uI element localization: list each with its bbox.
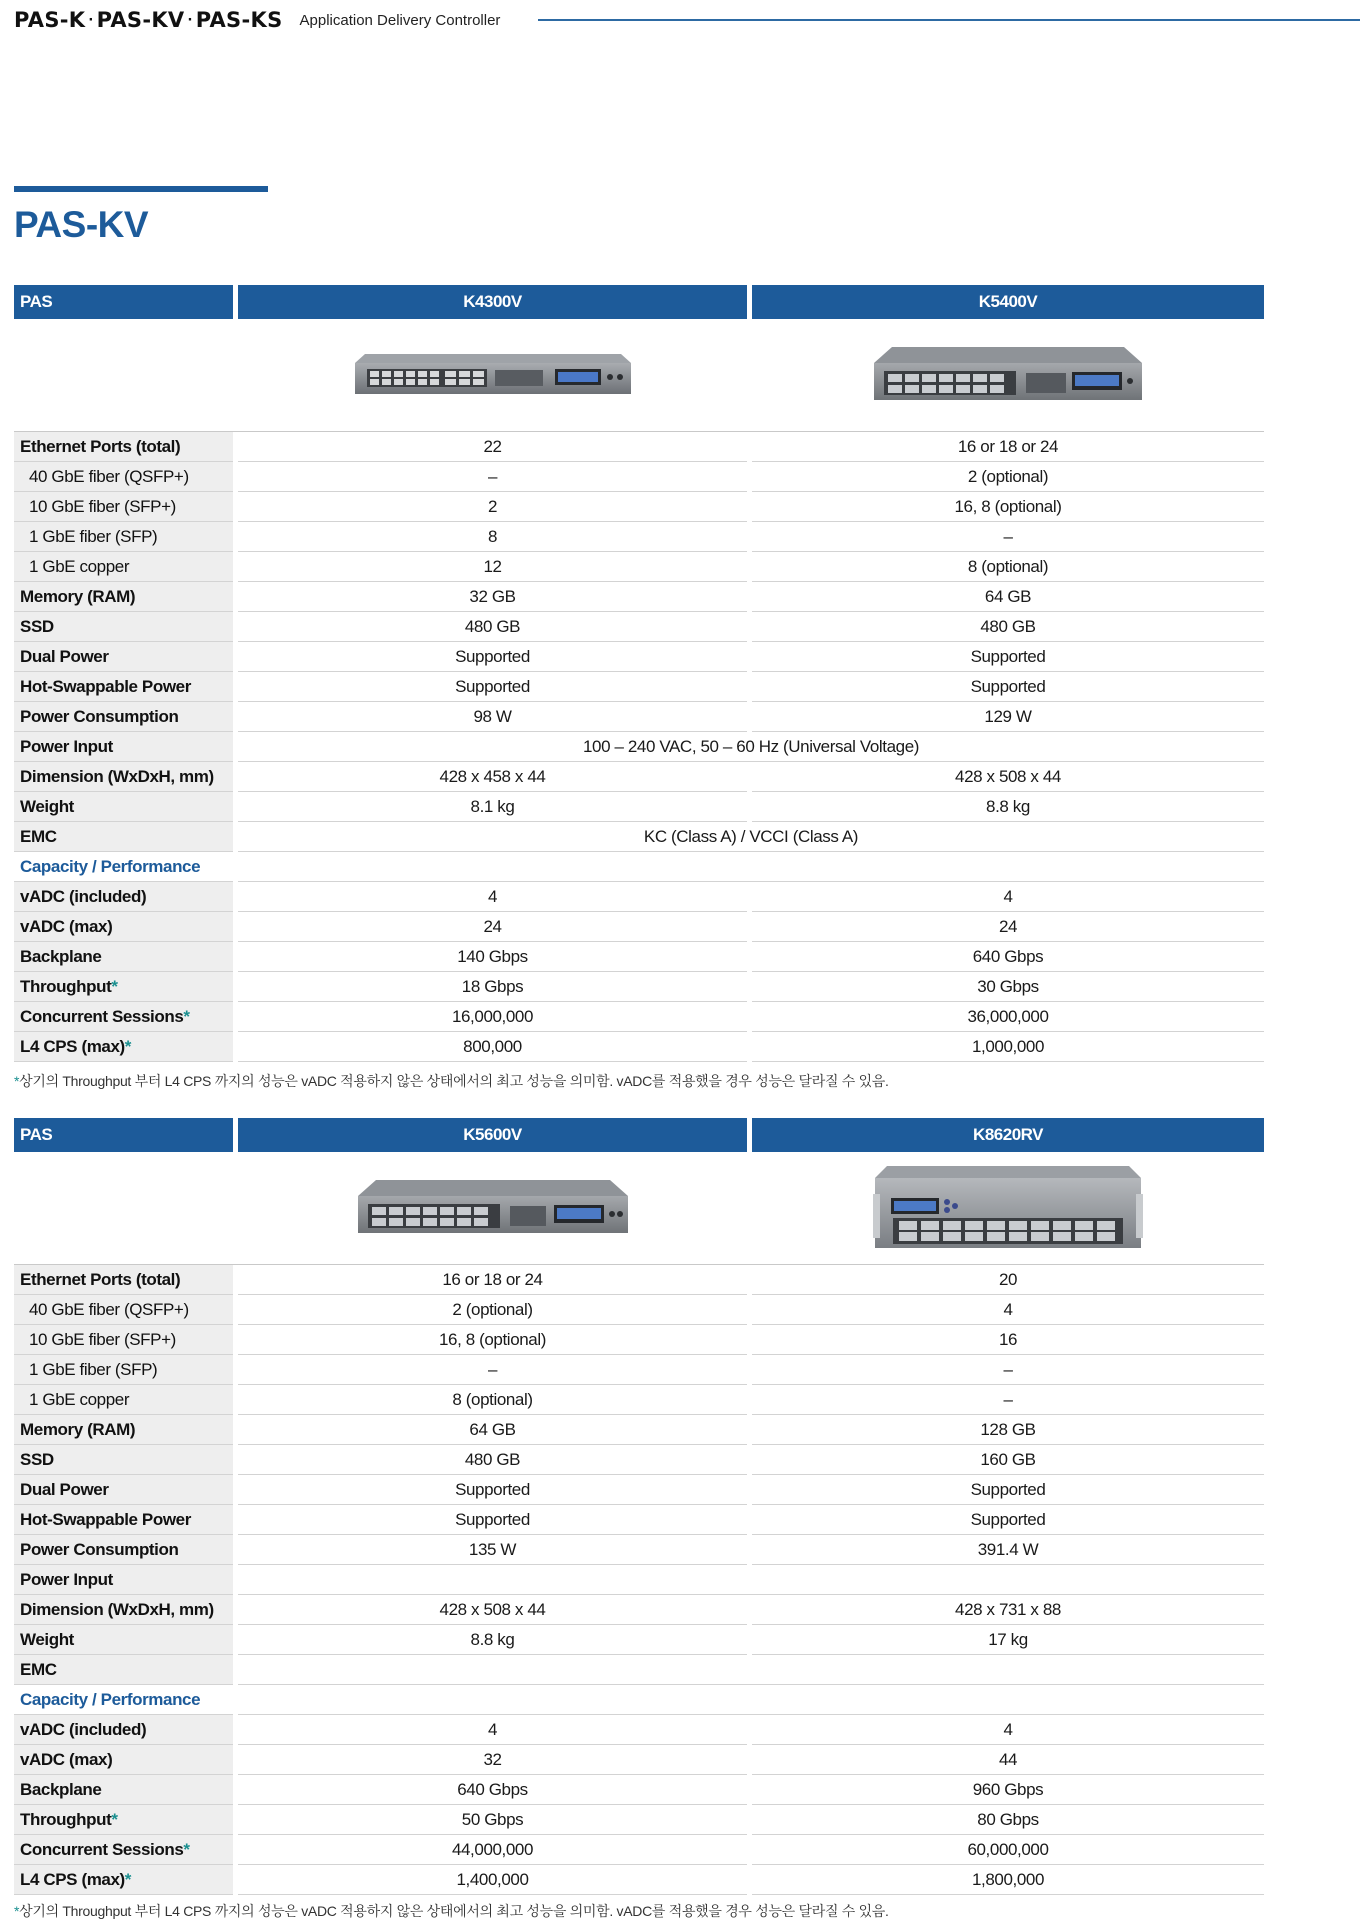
spec-label bbox=[14, 1625, 233, 1655]
spec-value: 8.8 kg bbox=[752, 792, 1264, 822]
footnote-marker: * bbox=[111, 976, 118, 996]
spec-label-text: 1 GbE copper bbox=[29, 1389, 130, 1409]
spec-label-text: vADC (max) bbox=[20, 1749, 113, 1769]
table-header-label: PAS bbox=[14, 1118, 233, 1152]
table-row bbox=[14, 882, 1264, 912]
spec-label-text: Dimension (WxDxH, mm) bbox=[20, 1599, 214, 1619]
spec-value-shared bbox=[238, 1565, 1264, 1595]
spec-value: 24 bbox=[752, 912, 1264, 942]
spec-value: 8 bbox=[238, 522, 747, 552]
spec-value: 16 or 18 or 24 bbox=[752, 432, 1264, 462]
spec-label bbox=[14, 1565, 233, 1595]
spec-label bbox=[14, 1445, 233, 1475]
spec-label bbox=[14, 762, 233, 792]
spec-label-text: Power Consumption bbox=[20, 706, 179, 726]
spec-label bbox=[14, 552, 233, 582]
spec-value: 428 x 731 x 88 bbox=[752, 1595, 1264, 1625]
spec-value: 480 GB bbox=[752, 612, 1264, 642]
spec-value: – bbox=[238, 462, 747, 492]
spec-value: Supported bbox=[238, 1505, 747, 1535]
spec-label-text: Backplane bbox=[20, 1779, 102, 1799]
spec-value-shared: KC (Class A) / VCCI (Class A) bbox=[238, 822, 1264, 852]
table-row bbox=[14, 432, 1264, 462]
spec-label bbox=[14, 1595, 233, 1625]
spec-label bbox=[14, 1385, 233, 1415]
spec-value-empty bbox=[238, 852, 1264, 882]
spec-value: 44 bbox=[752, 1745, 1264, 1775]
spec-label-text: Backplane bbox=[20, 946, 102, 966]
spec-value: 480 GB bbox=[238, 1445, 747, 1475]
table-row bbox=[14, 672, 1264, 702]
spec-table bbox=[14, 285, 1264, 1062]
document-header bbox=[14, 6, 1360, 34]
spec-value: Supported bbox=[752, 672, 1264, 702]
spec-label-text: 10 GbE fiber (SFP+) bbox=[29, 1329, 176, 1349]
table-row bbox=[14, 732, 1264, 762]
model-header: K5400V bbox=[752, 285, 1264, 319]
spec-label bbox=[14, 942, 233, 972]
spec-label bbox=[14, 702, 233, 732]
device-image bbox=[238, 319, 747, 431]
spec-label-text: Dual Power bbox=[20, 646, 109, 666]
spec-value: 20 bbox=[752, 1265, 1264, 1295]
table-row bbox=[14, 1775, 1264, 1805]
footnote-mark: * bbox=[14, 1073, 20, 1089]
spec-label bbox=[14, 1265, 233, 1295]
spec-value: Supported bbox=[238, 1475, 747, 1505]
table-row bbox=[14, 492, 1264, 522]
spec-value: 2 (optional) bbox=[238, 1295, 747, 1325]
spec-value: 128 GB bbox=[752, 1415, 1264, 1445]
table-row bbox=[14, 582, 1264, 612]
spec-label-text: Throughput bbox=[20, 976, 112, 996]
spec-label-text: Capacity / Performance bbox=[20, 856, 201, 876]
spec-value: 32 GB bbox=[238, 582, 747, 612]
footnote-marker: * bbox=[183, 1839, 190, 1859]
table-header-row bbox=[14, 285, 1264, 319]
spec-value: 1,800,000 bbox=[752, 1865, 1264, 1895]
spec-value: 4 bbox=[752, 1715, 1264, 1745]
table-row bbox=[14, 1032, 1264, 1062]
model-header: K5600V bbox=[238, 1118, 747, 1152]
spec-value: 4 bbox=[752, 1295, 1264, 1325]
spec-label-text: Power Input bbox=[20, 1569, 113, 1589]
spec-label-text: vADC (max) bbox=[20, 916, 113, 936]
spec-value: Supported bbox=[238, 642, 747, 672]
table-row bbox=[14, 1625, 1264, 1655]
device-image bbox=[238, 1152, 747, 1264]
spec-value: 428 x 458 x 44 bbox=[238, 762, 747, 792]
spec-value: 16, 8 (optional) bbox=[752, 492, 1264, 522]
spec-table bbox=[14, 1118, 1264, 1895]
spec-value-shared bbox=[238, 1655, 1264, 1685]
1u-appliance-k5400v-icon bbox=[874, 347, 1142, 403]
spec-value: 8 (optional) bbox=[238, 1385, 747, 1415]
spec-value: 80 Gbps bbox=[752, 1805, 1264, 1835]
section-accent-bar bbox=[14, 186, 268, 192]
spec-label-text: EMC bbox=[20, 826, 57, 846]
spec-label-text: Concurrent Sessions bbox=[20, 1006, 184, 1026]
spec-label-text: Capacity / Performance bbox=[20, 1689, 201, 1709]
spec-value: 4 bbox=[238, 1715, 747, 1745]
footnote-marker: * bbox=[124, 1036, 132, 1056]
device-image bbox=[752, 319, 1264, 431]
footnote bbox=[14, 1071, 889, 1091]
spec-label-text: SSD bbox=[20, 1449, 54, 1469]
spec-label-text: Dual Power bbox=[20, 1479, 109, 1499]
spec-value: 64 GB bbox=[238, 1415, 747, 1445]
spec-value: 24 bbox=[238, 912, 747, 942]
table-row bbox=[14, 1295, 1264, 1325]
spec-label bbox=[14, 972, 233, 1002]
spec-value: 17 kg bbox=[752, 1625, 1264, 1655]
footnote-mark: * bbox=[14, 1903, 20, 1919]
spec-value: 391.4 W bbox=[752, 1535, 1264, 1565]
table-row bbox=[14, 462, 1264, 492]
table-row bbox=[14, 822, 1264, 852]
table-row bbox=[14, 1865, 1264, 1895]
spec-label bbox=[14, 1475, 233, 1505]
section-title: PAS-KV bbox=[14, 204, 149, 245]
spec-label bbox=[14, 732, 233, 762]
spec-label bbox=[14, 1295, 233, 1325]
spec-value: 30 Gbps bbox=[752, 972, 1264, 1002]
table-row bbox=[14, 702, 1264, 732]
spec-label-text: L4 CPS (max) bbox=[20, 1869, 125, 1889]
table-row bbox=[14, 642, 1264, 672]
spec-value-empty bbox=[238, 1685, 1264, 1715]
table-row bbox=[14, 1715, 1264, 1745]
spec-value: 8.8 kg bbox=[238, 1625, 747, 1655]
spec-label bbox=[14, 672, 233, 702]
spec-label bbox=[14, 492, 233, 522]
footnote-text: 상기의 Throughput 부터 L4 CPS 까지의 성능은 vADC 적용하지 않은 상태에서의 최고 성능을 의미함. vADC를 적용했을 경우 성능은 달라질 수 있음. bbox=[19, 1903, 889, 1919]
spec-value: Supported bbox=[752, 1475, 1264, 1505]
spec-label bbox=[14, 582, 233, 612]
spec-value: 8.1 kg bbox=[238, 792, 747, 822]
table-row bbox=[14, 852, 1264, 882]
spec-label-text: Ethernet Ports (total) bbox=[20, 1269, 181, 1289]
device-image-row bbox=[14, 1152, 1264, 1265]
spec-value: 60,000,000 bbox=[752, 1835, 1264, 1865]
spec-label-text: Memory (RAM) bbox=[20, 586, 136, 606]
spec-label-text: Power Consumption bbox=[20, 1539, 179, 1559]
footnote-marker: * bbox=[124, 1869, 132, 1889]
spec-value: – bbox=[238, 1355, 747, 1385]
spec-value: 160 GB bbox=[752, 1445, 1264, 1475]
table-row bbox=[14, 1805, 1264, 1835]
spec-label bbox=[14, 642, 233, 672]
table-header-label: PAS bbox=[14, 285, 233, 319]
spec-value: 8 (optional) bbox=[752, 552, 1264, 582]
spec-value: Supported bbox=[752, 642, 1264, 672]
spec-label bbox=[14, 1415, 233, 1445]
table-row bbox=[14, 1835, 1264, 1865]
spec-value: – bbox=[752, 1385, 1264, 1415]
footnote-text: 상기의 Throughput 부터 L4 CPS 까지의 성능은 vADC 적용하지 않은 상태에서의 최고 성능을 의미함. vADC를 적용했을 경우 성능은 달라질 수 있음. bbox=[19, 1073, 889, 1089]
spec-label bbox=[14, 912, 233, 942]
spec-label-text: Power Input bbox=[20, 736, 113, 756]
spec-value: 135 W bbox=[238, 1535, 747, 1565]
table-row bbox=[14, 1505, 1264, 1535]
spec-rows bbox=[14, 432, 1264, 1062]
spec-value: 800,000 bbox=[238, 1032, 747, 1062]
spec-label-text: Ethernet Ports (total) bbox=[20, 436, 181, 456]
spec-label bbox=[14, 612, 233, 642]
document-subtitle: Application Delivery Controller bbox=[299, 11, 501, 29]
spec-label-text: Memory (RAM) bbox=[20, 1419, 136, 1439]
spec-value: Supported bbox=[752, 1505, 1264, 1535]
table-row bbox=[14, 1265, 1264, 1295]
table-row bbox=[14, 1595, 1264, 1625]
table-row bbox=[14, 972, 1264, 1002]
spec-value: 4 bbox=[752, 882, 1264, 912]
spec-label-text: Hot-Swappable Power bbox=[20, 676, 191, 696]
device-image-row bbox=[14, 319, 1264, 432]
table-row bbox=[14, 762, 1264, 792]
spec-value: 4 bbox=[238, 882, 747, 912]
spec-label-text: Weight bbox=[20, 1629, 74, 1649]
spec-rows bbox=[14, 1265, 1264, 1895]
spec-value-shared: 100 – 240 VAC, 50 – 60 Hz (Universal Voltage) bbox=[238, 732, 1264, 762]
spec-value: 16 or 18 or 24 bbox=[238, 1265, 747, 1295]
spec-label-text: EMC bbox=[20, 1659, 57, 1679]
2u-appliance-k8620rv-icon bbox=[873, 1166, 1143, 1250]
spec-label bbox=[14, 1535, 233, 1565]
table-row bbox=[14, 552, 1264, 582]
spec-value: Supported bbox=[238, 672, 747, 702]
model-header: K8620RV bbox=[752, 1118, 1264, 1152]
footnote-marker: * bbox=[183, 1006, 190, 1026]
product-family-title bbox=[14, 8, 283, 32]
brand-part: PAS-KS bbox=[195, 8, 283, 32]
spec-label bbox=[14, 1325, 233, 1355]
table-row bbox=[14, 1565, 1264, 1595]
table-row bbox=[14, 792, 1264, 822]
spec-value: 480 GB bbox=[238, 612, 747, 642]
spec-label-text: SSD bbox=[20, 616, 54, 636]
table-row bbox=[14, 1475, 1264, 1505]
spec-label bbox=[14, 1002, 233, 1032]
spec-value: 16 bbox=[752, 1325, 1264, 1355]
spec-label-text: 1 GbE fiber (SFP) bbox=[29, 1359, 158, 1379]
spec-value: 129 W bbox=[752, 702, 1264, 732]
spec-label bbox=[14, 792, 233, 822]
spec-value: – bbox=[752, 522, 1264, 552]
header-rule bbox=[538, 19, 1360, 21]
brand-part: PAS-K bbox=[14, 8, 86, 32]
brand-part: PAS-KV bbox=[96, 8, 185, 32]
brand-separator: · bbox=[187, 13, 193, 28]
spec-value: 50 Gbps bbox=[238, 1805, 747, 1835]
category-label bbox=[14, 1685, 233, 1715]
table-row bbox=[14, 1535, 1264, 1565]
spec-value: 44,000,000 bbox=[238, 1835, 747, 1865]
spec-label-text: Throughput bbox=[20, 1809, 112, 1829]
spec-value: 64 GB bbox=[752, 582, 1264, 612]
spec-label-text: 40 GbE fiber (QSFP+) bbox=[29, 466, 189, 486]
spec-value: 2 bbox=[238, 492, 747, 522]
table-header-row bbox=[14, 1118, 1264, 1152]
spec-label bbox=[14, 1715, 233, 1745]
spec-value: 1,400,000 bbox=[238, 1865, 747, 1895]
spec-label bbox=[14, 1032, 233, 1062]
spec-label bbox=[14, 1835, 233, 1865]
spec-label bbox=[14, 1865, 233, 1895]
table-row bbox=[14, 1415, 1264, 1445]
footnote-marker: * bbox=[111, 1809, 118, 1829]
spec-label bbox=[14, 432, 233, 462]
spec-label-text: vADC (included) bbox=[20, 1719, 147, 1739]
table-row bbox=[14, 1745, 1264, 1775]
spec-label bbox=[14, 462, 233, 492]
table-row bbox=[14, 522, 1264, 552]
model-header: K4300V bbox=[238, 285, 747, 319]
table-row bbox=[14, 1655, 1264, 1685]
spec-label bbox=[14, 1805, 233, 1835]
spec-label bbox=[14, 522, 233, 552]
table-row bbox=[14, 1385, 1264, 1415]
spec-label bbox=[14, 1655, 233, 1685]
1u-appliance-k5600v-icon bbox=[358, 1180, 628, 1236]
table-row bbox=[14, 612, 1264, 642]
spec-label-text: 1 GbE copper bbox=[29, 556, 130, 576]
spec-value: 16,000,000 bbox=[238, 1002, 747, 1032]
spec-value: – bbox=[752, 1355, 1264, 1385]
footnote bbox=[14, 1901, 889, 1920]
spec-value: 640 Gbps bbox=[238, 1775, 747, 1805]
table-row bbox=[14, 912, 1264, 942]
spec-value: 22 bbox=[238, 432, 747, 462]
spec-label-text: Dimension (WxDxH, mm) bbox=[20, 766, 214, 786]
spec-label bbox=[14, 1775, 233, 1805]
table-row bbox=[14, 1325, 1264, 1355]
spec-value: 640 Gbps bbox=[752, 942, 1264, 972]
spec-value: 36,000,000 bbox=[752, 1002, 1264, 1032]
spec-label bbox=[14, 1505, 233, 1535]
table-row bbox=[14, 1355, 1264, 1385]
spec-label-text: vADC (included) bbox=[20, 886, 147, 906]
spec-label-text: 1 GbE fiber (SFP) bbox=[29, 526, 158, 546]
table-row bbox=[14, 1685, 1264, 1715]
spec-value: 2 (optional) bbox=[752, 462, 1264, 492]
spec-value: 16, 8 (optional) bbox=[238, 1325, 747, 1355]
spec-label bbox=[14, 882, 233, 912]
spec-value: 428 x 508 x 44 bbox=[752, 762, 1264, 792]
1u-appliance-k4300v-icon bbox=[355, 354, 631, 396]
spec-label-text: Concurrent Sessions bbox=[20, 1839, 184, 1859]
spec-label bbox=[14, 1745, 233, 1775]
spec-value: 98 W bbox=[238, 702, 747, 732]
table-row bbox=[14, 942, 1264, 972]
spec-label-text: 40 GbE fiber (QSFP+) bbox=[29, 1299, 189, 1319]
table-row bbox=[14, 1002, 1264, 1032]
spec-value: 960 Gbps bbox=[752, 1775, 1264, 1805]
spec-value: 1,000,000 bbox=[752, 1032, 1264, 1062]
spec-value: 12 bbox=[238, 552, 747, 582]
spec-label-text: Weight bbox=[20, 796, 74, 816]
category-label bbox=[14, 852, 233, 882]
spec-label-text: L4 CPS (max) bbox=[20, 1036, 125, 1056]
table-row bbox=[14, 1445, 1264, 1475]
spec-value: 18 Gbps bbox=[238, 972, 747, 1002]
spec-label-text: 10 GbE fiber (SFP+) bbox=[29, 496, 176, 516]
spec-value: 140 Gbps bbox=[238, 942, 747, 972]
spec-label bbox=[14, 822, 233, 852]
spec-value: 32 bbox=[238, 1745, 747, 1775]
spec-label-text: Hot-Swappable Power bbox=[20, 1509, 191, 1529]
brand-separator: · bbox=[88, 13, 94, 28]
spec-value: 428 x 508 x 44 bbox=[238, 1595, 747, 1625]
spec-label bbox=[14, 1355, 233, 1385]
device-image bbox=[752, 1152, 1264, 1264]
